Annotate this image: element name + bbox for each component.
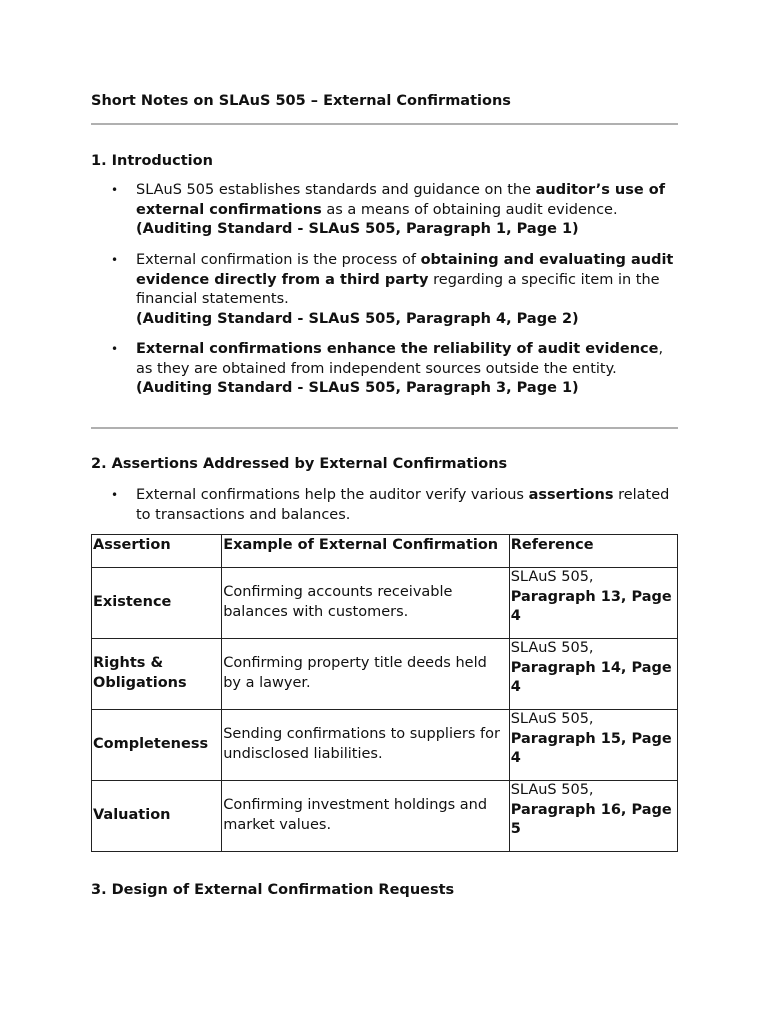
reference-citation: (Auditing Standard - SLAuS 505, Paragraph 4, Page 2) xyxy=(136,310,579,327)
bullet-text: External confirmation is the process of obtaining and evaluating audit evidence directly from a third party regarding a specific item in the financial statements. (Auditing Standard - SLAuS 505, Paragraph 4, Page 2) xyxy=(136,251,676,329)
assertion-cell: Existence xyxy=(92,568,222,639)
bullet-text: External confirmations enhance the reliability of audit evidence, as they are obtained from independent sources outside the entity. (Auditing Standard - SLAuS 505, Paragraph 3, Page 1) xyxy=(136,340,676,399)
bullet-icon: • xyxy=(111,488,119,502)
assertion-cell: Rights & Obligations xyxy=(92,639,222,710)
bullet-icon: • xyxy=(111,183,119,197)
table-row xyxy=(92,710,678,781)
reference-cell: SLAuS 505, Paragraph 15, Page 4 xyxy=(509,710,677,781)
assertion-cell: Completeness xyxy=(92,710,222,781)
document-title: Short Notes on SLAuS 505 – External Confirmations xyxy=(91,93,511,109)
reference-cell: SLAuS 505, Paragraph 14, Page 4 xyxy=(509,639,677,710)
reference-cell: SLAuS 505, Paragraph 16, Page 5 xyxy=(509,781,677,852)
divider xyxy=(91,123,678,125)
bullet-icon: • xyxy=(111,342,119,356)
table-row xyxy=(92,568,678,639)
column-header-example: Example of External Confirmation xyxy=(222,535,509,568)
column-header-reference: Reference xyxy=(509,535,677,568)
bullet-icon: • xyxy=(111,253,119,267)
bullet-text: SLAuS 505 establishes standards and guidance on the auditor’s use of external confirmations as a means of obtaining audit evidence. (Auditing Standard - SLAuS 505, Paragraph 1, Page 1) xyxy=(136,181,676,240)
example-cell: Confirming property title deeds held by a lawyer. xyxy=(222,639,509,710)
table-row xyxy=(92,639,678,710)
divider xyxy=(91,427,678,429)
section-heading-introduction: 1. Introduction xyxy=(91,153,213,169)
bullet-text: External confirmations help the auditor verify various assertions related to transactions and balances. xyxy=(136,487,670,523)
section-heading-assertions: 2. Assertions Addressed by External Confirmations xyxy=(91,456,508,472)
table-header-row xyxy=(92,535,678,568)
reference-citation: (Auditing Standard - SLAuS 505, Paragraph 3, Page 1) xyxy=(136,380,579,397)
column-header-assertion: Assertion xyxy=(92,535,222,568)
section-heading-design: 3. Design of External Confirmation Requests xyxy=(91,882,455,898)
example-cell: Confirming accounts receivable balances with customers. xyxy=(222,568,509,639)
assertion-cell: Valuation xyxy=(92,781,222,852)
reference-citation: (Auditing Standard - SLAuS 505, Paragraph 1, Page 1) xyxy=(136,221,579,238)
reference-cell: SLAuS 505, Paragraph 13, Page 4 xyxy=(509,568,677,639)
example-cell: Sending confirmations to suppliers for undisclosed liabilities. xyxy=(222,710,509,781)
example-cell: Confirming investment holdings and market values. xyxy=(222,781,509,852)
table-row xyxy=(92,781,678,852)
assertions-table xyxy=(91,534,678,852)
